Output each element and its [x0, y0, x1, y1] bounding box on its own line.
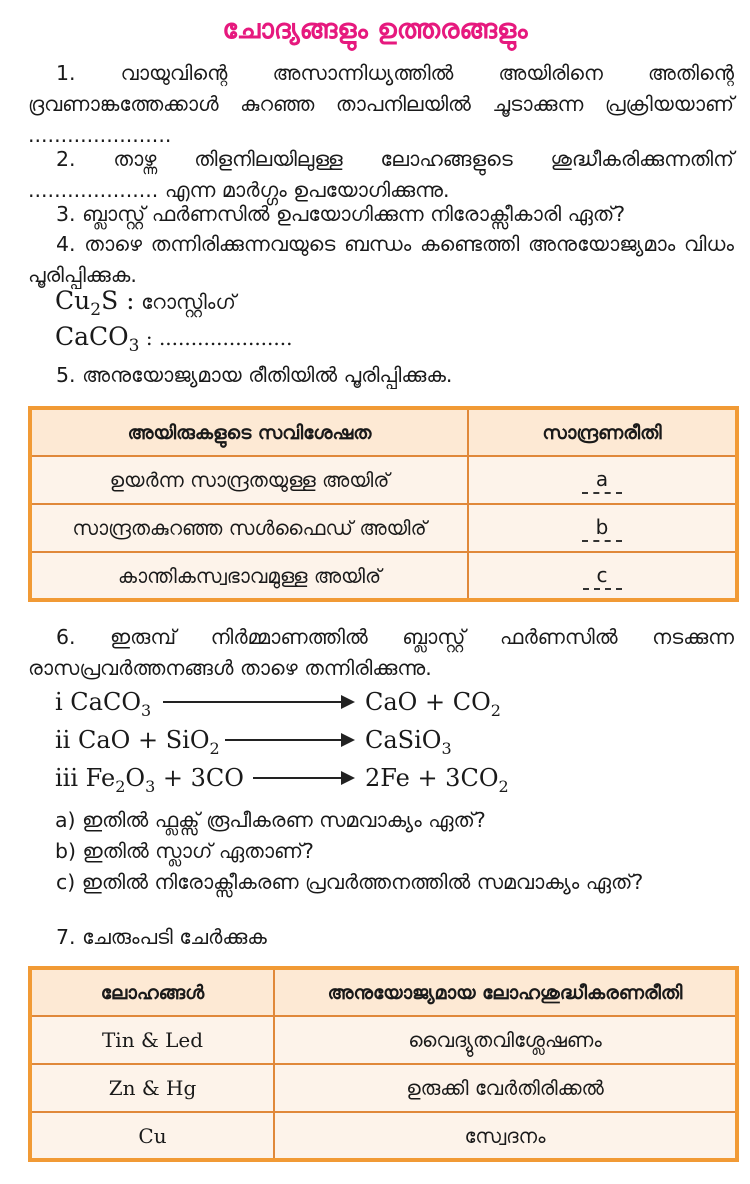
question-4-pair-2 [55, 320, 735, 363]
ore-concentration-table [28, 406, 739, 602]
question-5: 5. അനുയോജ്യമായ രീതിയിൽ പൂരിപ്പിക്കുക. [56, 363, 453, 387]
reaction-3-products: $2Fe + 3CO_2$ [365, 764, 509, 796]
metal-refining-table [28, 966, 739, 1162]
metal-name: Cu [30, 1112, 274, 1160]
table-row [30, 552, 737, 600]
question-1: 1. വായുവിന്റെ അസാന്നിധ്യത്തിൽ അയിരിനെ അതിന്റെ ദ്രവണാങ്കത്തേക്കാൾ കുറഞ്ഞ താപനിലയിൽ ചൂടാക്കുന്ന പ്രക്രിയയാണ് ...................... [28, 61, 734, 147]
reaction-3-reactants: iii $Fe_2O_3 + 3CO$ [55, 764, 244, 796]
answer-blank: a [468, 456, 737, 504]
arrow-icon [253, 777, 343, 779]
table1-header-method: സാന്ദ്രണരീതി [468, 408, 737, 456]
table-row [30, 504, 737, 552]
arrow-icon [163, 701, 343, 703]
metal-name: Tin & Led [30, 1016, 274, 1064]
ore-feature: കാന്തികസ്വഭാവമുള്ള അയിര് [30, 552, 468, 600]
table2-header-metals: ലോഹങ്ങൾ [30, 968, 274, 1016]
arrow-icon [225, 739, 343, 741]
page-title: ചോദ്യങ്ങളും ഉത്തരങ്ങളും [222, 14, 528, 45]
reaction-2-reactants: ii CaO + SiO$_2$ [55, 726, 220, 758]
metal-name: Zn & Hg [30, 1064, 274, 1112]
question-6: 6. ഇരുമ്പ് നിർമ്മാണത്തിൽ ബ്ലാസ്റ്റ് ഫർണസിൽ നടക്കുന്ന രാസപ്രവർത്തനങ്ങൾ താഴെ തന്നിരിക്കുന്നു. [28, 625, 734, 680]
ore-feature: ഉയർന്ന സാന്ദ്രതയുള്ള അയിര് [30, 456, 468, 504]
answer-blank: b [468, 504, 737, 552]
refining-method: വൈദ്യുതവിശ്ലേഷണം [274, 1016, 737, 1064]
cu2s-formula: $Cu_2S$ : [55, 286, 135, 320]
table-row [30, 1112, 737, 1160]
table2-header-method: അനുയോജ്യമായ ലോഹശുദ്ധീകരണരീതി [274, 968, 737, 1016]
reaction-2-products: CaSiO$_3$ [365, 726, 452, 758]
reaction-1-reactants: i CaCO$_3$ [55, 688, 152, 720]
roasting-label: റോസ്റ്റിംഗ് [141, 290, 236, 314]
reaction-1-products: CaO + $CO_2$ [365, 688, 501, 720]
question-6b: b) ഇതിൽ സ്ലാഗ് ഏതാണ്? [55, 839, 314, 863]
ore-feature: സാന്ദ്രതകുറഞ്ഞ സൾഫൈഡ് അയിര് [30, 504, 468, 552]
table-row [30, 1016, 737, 1064]
question-6c: c) ഇതിൽ നിരോക്സീകരണ പ്രവർത്തനത്തിൽ സമവാക്യം ഏത്? [56, 870, 644, 894]
question-4: 4. താഴെ തന്നിരിക്കുന്നവയുടെ ബന്ധം കണ്ടെത്തി അനുയോജ്യമാം വിധം പൂരിപ്പിക്കുക. [28, 232, 734, 287]
question-7: 7. ചേരുംപടി ചേർക്കുക [56, 925, 267, 949]
table1-header-feature: അയിരുകളുടെ സവിശേഷത [30, 408, 468, 456]
refining-method: സ്വേദനം [274, 1112, 737, 1160]
question-3: 3. ബ്ലാസ്റ്റ് ഫർണസിൽ ഉപയോഗിക്കുന്ന നിരോക്സീകാരി ഏത്? [56, 202, 626, 226]
table-row [30, 1064, 737, 1112]
refining-method: ഉരുക്കി വേർതിരിക്കൽ [274, 1064, 737, 1112]
question-2: 2. താഴ്ന്ന തിളനിലയിലുള്ള ലോഹങ്ങളുടെ ശുദ്ധീകരിക്കുന്നതിന് .................... എന്ന മാർഗ്ഗം ഉപയോഗിക്കുന്നു. [28, 147, 734, 202]
question-6a: a) ഇതിൽ ഫ്ലക്സ് രൂപീകരണ സമവാക്യം ഏത്? [55, 808, 486, 832]
answer-blank: c [468, 552, 737, 600]
table-row [30, 456, 737, 504]
caco3-formula: CaCO$_3$ : ..................... [55, 322, 293, 356]
